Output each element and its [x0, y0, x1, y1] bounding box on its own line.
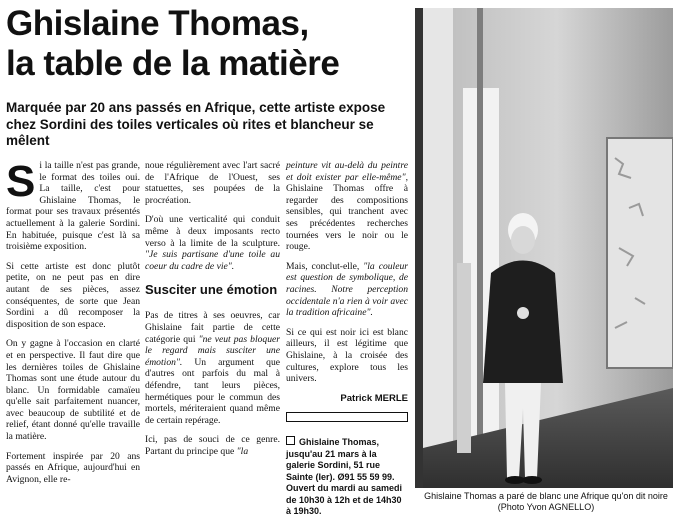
paragraph-10-text: Mais, conclut-elle,: [286, 260, 360, 272]
paragraph-8: [145, 434, 280, 457]
article-column-1: [6, 157, 140, 493]
exhibition-info-text: Ghislaine Thomas, jusqu'au 21 mars à la galerie Sordini, 51 rue Sainte (Ier). Ø91 55 59 99. Ouvert du mardi au samedi de 10h30 à 12h et de 14h30 à 19h30.: [286, 437, 403, 517]
paragraph-11: Si ce qui est noir ici est blanc ailleurs, il est légitime que Ghislaine, à la croisée des cultures, explore tous les univers.: [286, 326, 408, 385]
paragraph-7-text-3: ient quand même de certain repérage.: [145, 403, 281, 426]
paragraph-7: [145, 310, 280, 426]
paragraph-9-quote: peinture vit au-delà du peintre et doit exister par elle-même",: [286, 160, 408, 183]
paragraph-3: On y gagne à l'occasion en clarté et en perspective. Il faut dire que les dernières toiles de Ghislaine Thomas sont une étude autour du blanc. Un formidable camaïeu qu'elle sait parfaitement nuancer, avec beaucoup de subtilité et de relief, étant donné qu'elle travaille la matière.: [6, 338, 140, 443]
paragraph-4: Fortement inspirée par 20 ans passés en Afrique, aujourd'hui en Avignon, elle re-: [6, 450, 140, 485]
photo-illustration: [415, 8, 673, 488]
article-photo: [415, 8, 673, 488]
paragraph-8-quote: "la: [236, 445, 249, 457]
paragraph-9: [286, 160, 408, 253]
paragraph-6-text: D'où une verticalité qui conduit même à deux imposants recto verso à la limite de la sculpture.: [145, 214, 280, 249]
paragraph-7-text-2: Un argument que d'autres ont parfois du mal à défendre, tant leurs pièces, hermétiques pour le commun des mortels, méritera: [145, 356, 280, 415]
section-subhead: Susciter une émotion: [145, 282, 278, 298]
article-headline: [6, 4, 416, 84]
square-bullet-icon: [286, 436, 295, 445]
exhibition-info: [286, 436, 408, 518]
paragraph-5: noue régulièrement avec l'art sacré de l'Afrique de l'Ouest, ses statuettes, ses poupées de la procréation.: [145, 160, 280, 206]
article-deck: Marquée par 20 ans passés en Afrique, cette artiste expose chez Sordini des toiles verticales où rites et blancheur se mêlent: [6, 100, 386, 148]
paragraph-7-text-1: Pas de titres à ses oeuvres, car Ghislaine fait partie de cette catégorie qui: [145, 310, 280, 345]
author-signature: Patrick MERLE: [340, 392, 408, 404]
paragraph-10: [286, 261, 408, 319]
divider-box: [286, 412, 408, 422]
article-column-2: [145, 160, 280, 465]
paragraph-2: Si cette artiste est donc plutôt petite, on ne peut pas en dire autant de ses pièces, assez conséquentes, de sorte que Jean Sordini a dû recomposer la disposition de son espace.: [6, 260, 140, 330]
photo-caption: Ghislaine Thomas a paré de blanc une Afrique qu'on dit noire (Photo Yvon AGNELLO): [424, 491, 668, 512]
drop-cap: S: [6, 157, 36, 206]
headline-line-2: la table de la matière: [6, 44, 340, 83]
paragraph-6: [145, 214, 280, 272]
headline-line-1: Ghislaine Thomas,: [6, 4, 309, 43]
paragraph-9-text: Ghislaine Thomas offre à regarder des compositions sensibles, qui tranchent avec ses précédentes recherches tournées vers le noir ou le rouge.: [286, 183, 408, 253]
paragraph-7-quote: "ne veut pas bloquer le regard mais susciter une émotion".: [145, 333, 280, 368]
paragraph-6-quote: "Je suis partisane d'une toile au coeur du cadre de vie".: [145, 249, 280, 272]
paragraph-1: i la taille n'est pas grande, le format des toiles oui. La taille, c'est pour Ghislaine Thomas, le format pour ses travaux présentés actuellement à la galerie Sordini. En habituée, puisque c'est là sa troisième exposition.: [6, 160, 140, 253]
paragraph-8-text: Ici, pas de souci de ce genre. Partant du principe que: [145, 434, 280, 457]
article-column-3: [286, 160, 408, 526]
paragraph-10-quote: "la couleur est question de symbolique, de racines. Notre perception occidentale n'a rien à voir avec la tradition africaine".: [286, 260, 409, 319]
